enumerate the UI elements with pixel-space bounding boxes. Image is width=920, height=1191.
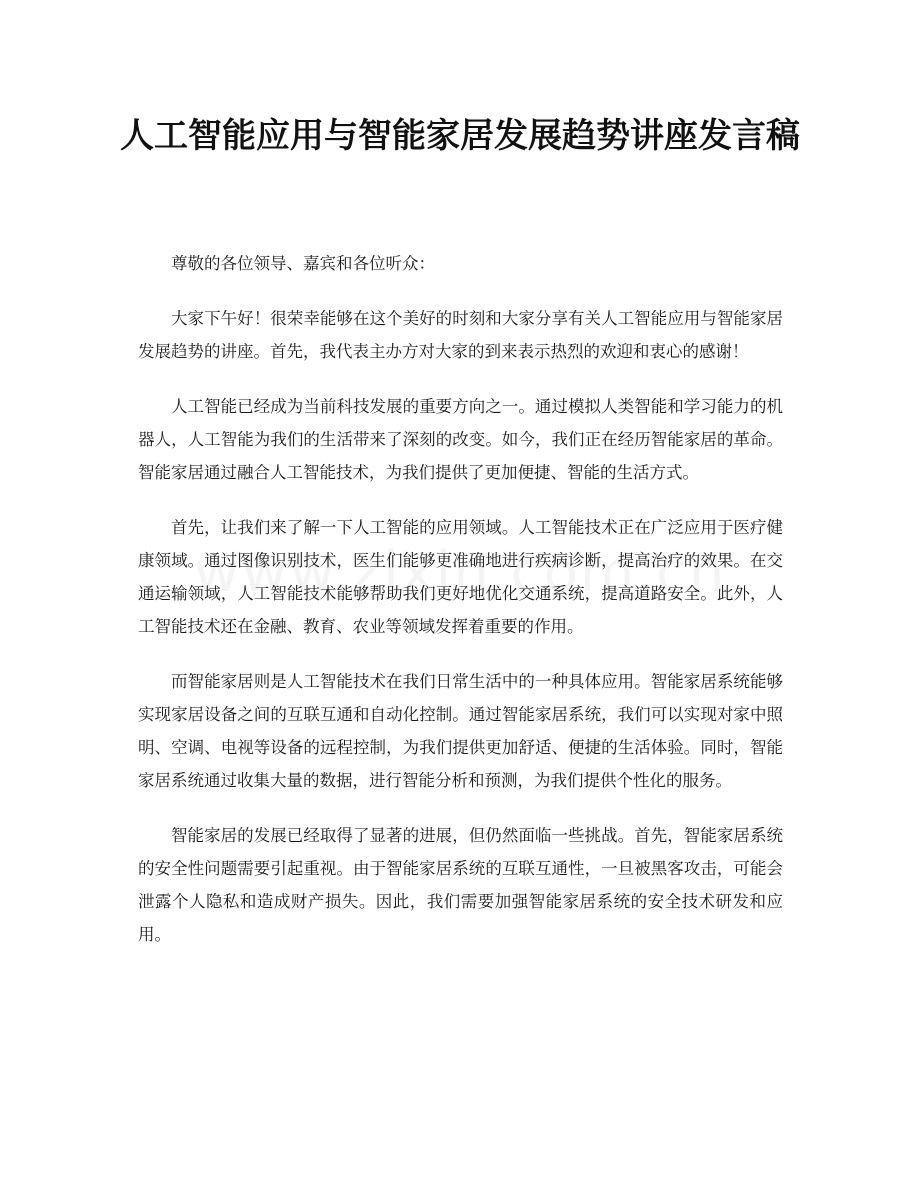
paragraph-ai-intro: 人工智能已经成为当前科技发展的重要方向之一。通过模拟人类智能和学习能力的机器人，人工智能为我们的生活带来了深刻的改变。如今，我们正在经历智能家居的革命。智能家居通过融合人工智能技术，为我们提供了更加便捷、智能的生活方式。 — [138, 397, 783, 482]
paragraph-smart-home: 而智能家居则是人工智能技术在我们日常生活中的一种具体应用。智能家居系统能够实现家居设备之间的互联互通和自动化控制。通过智能家居系统，我们可以实现对家中照明、空调、电视等设备的远程控制，为我们提供更加舒适、便捷的生活体验。同时，智能家居系统通过收集大量的数据，进行智能分析和预测，为我们提供个性化的服务。 — [138, 672, 783, 790]
paragraph-ai-applications: 首先，让我们来了解一下人工智能的应用领域。人工智能技术正在广泛应用于医疗健康领域。通过图像识别技术，医生们能够更准确地进行疾病诊断，提高治疗的效果。在交通运输领域，人工智能技术能够帮助我们更好地优化交通系统，提高道路安全。此外，人工智能技术还在金融、教育、农业等领域发挥着重要的作用。 — [138, 518, 783, 636]
document-body — [138, 247, 783, 973]
paragraph-salutation: 尊敬的各位领导、嘉宾和各位听众： — [171, 254, 435, 273]
paragraph-challenges: 智能家居的发展已经取得了显著的进展，但仍然面临一些挑战。首先，智能家居系统的安全性问题需要引起重视。由于智能家居系统的互联互通性，一旦被黑客攻击，可能会泄露个人隐私和造成财产损失。因此，我们需要加强智能家居系统的安全技术研发和应用。 — [138, 826, 783, 944]
page-title: 人工智能应用与智能家居发展趋势讲座发言稿 — [120, 116, 800, 156]
paragraph-greeting: 大家下午好！很荣幸能够在这个美好的时刻和大家分享有关人工智能应用与智能家居发展趋势的讲座。首先，我代表主办方对大家的到来表示热烈的欢迎和衷心的感谢！ — [138, 309, 783, 361]
